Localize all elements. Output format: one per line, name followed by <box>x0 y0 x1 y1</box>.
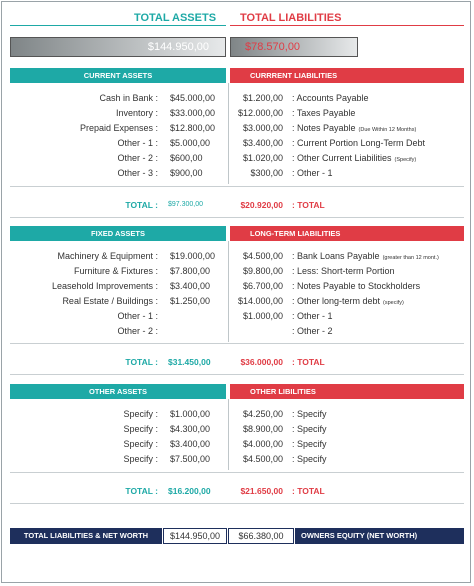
current-total-separator <box>10 186 464 187</box>
footer-right-label: OWNERS EQUITY (NET WORTH) <box>295 528 464 544</box>
other-total-bottom-line <box>10 503 464 504</box>
current-row-liability: $1.200,00 <box>242 93 283 103</box>
current-row-asset: $5.000,00 <box>170 138 211 148</box>
fixed-total-bottom-line <box>10 374 464 375</box>
footer-left-label: TOTAL LIABILITIES & NET WORTH <box>10 528 162 544</box>
other-row-desc <box>292 438 472 450</box>
other-row-desc-text: : Specify <box>292 409 327 419</box>
total-assets-value: $144.950,00 <box>147 41 209 53</box>
other-row-label: Specify : <box>123 454 158 464</box>
other-total-label-right: : TOTAL <box>292 486 325 496</box>
current-row-liability: $300,00 <box>250 168 283 178</box>
total-liabilities-box <box>230 37 358 57</box>
current-row-note: (Specify) <box>394 157 417 163</box>
other-row-desc <box>292 453 472 465</box>
fixed-row-note: (specify) <box>383 300 404 306</box>
other-row-label: Specify : <box>123 424 158 434</box>
total-liabilities-heading: TOTAL LIABILITIES <box>240 12 342 24</box>
fixed-row-liability: $6.700,00 <box>242 281 283 291</box>
fixed-row-desc <box>292 265 472 277</box>
current-row-liability: $1.020,00 <box>242 153 283 163</box>
current-total-label-left: TOTAL : <box>125 200 158 210</box>
current-row-asset: $33.000,00 <box>170 108 216 118</box>
other-row-liability: $8.900,00 <box>242 424 283 434</box>
current-row-desc-text: : Other - 1 <box>292 168 333 178</box>
fixed-assets-title: FIXED ASSETS <box>10 226 226 241</box>
fixed-liabilities-title: LONG-TERM LIABILITIES <box>230 226 464 241</box>
fixed-row-desc-text: : Other - 2 <box>292 326 333 336</box>
other-row-label: Specify : <box>123 409 158 419</box>
fixed-row-label: Real Estate / Buildings : <box>62 296 158 306</box>
other-row-asset: $7.500,00 <box>170 454 211 464</box>
total-assets-box <box>10 37 226 57</box>
fixed-row-liability: $14.000,00 <box>237 296 283 306</box>
other-row-liability: $4.500,00 <box>242 454 283 464</box>
current-row-label: Cash in Bank : <box>99 93 158 103</box>
current-row-desc <box>292 137 472 149</box>
other-row-desc-text: : Specify <box>292 439 327 449</box>
fixed-row-label: Leasehold Improvements : <box>51 281 158 291</box>
current-liabilities-title: CURRRENT LIABILITIES <box>230 68 464 83</box>
current-row-desc <box>292 152 472 166</box>
total-liabilities-value: $78.570,00 <box>245 41 301 53</box>
current-total-liabilities: $20.920,00 <box>240 200 283 210</box>
red-underline <box>230 25 464 26</box>
current-row-desc-text: : Notes Payable <box>292 123 356 133</box>
current-row-label: Other - 3 : <box>117 168 158 178</box>
fixed-row-desc-text: : Notes Payable to Stockholders <box>292 281 421 291</box>
other-liabilities-title: OTHER LIBILITIES <box>230 384 464 399</box>
other-assets-title: OTHER ASSETS <box>10 384 226 399</box>
current-total-label-right: : TOTAL <box>292 200 325 210</box>
fixed-total-separator <box>10 343 464 344</box>
other-row-liability: $4.000,00 <box>242 439 283 449</box>
current-row-liability: $12.000,00 <box>237 108 283 118</box>
other-row-label: Specify : <box>123 439 158 449</box>
current-row-liability: $3.000,00 <box>242 123 283 133</box>
fixed-row-asset: $19.000,00 <box>170 251 216 261</box>
fixed-total-liabilities: $36.000,00 <box>240 357 283 367</box>
fixed-row-desc <box>292 295 472 309</box>
fixed-row-asset: $1.250,00 <box>170 296 211 306</box>
other-row-liability: $4.250,00 <box>242 409 283 419</box>
other-row-desc-text: : Specify <box>292 454 327 464</box>
other-row-asset: $1.000,00 <box>170 409 211 419</box>
current-row-asset: $45.000,00 <box>170 93 216 103</box>
teal-underline <box>10 25 226 26</box>
other-row-desc <box>292 423 472 435</box>
other-row-desc <box>292 408 472 420</box>
fixed-row-desc-text: : Other long-term debt <box>292 296 381 306</box>
current-row-desc <box>292 107 472 119</box>
fixed-total-label-right: : TOTAL <box>292 357 325 367</box>
other-total-assets: $16.200,00 <box>168 486 211 496</box>
other-total-label-left: TOTAL : <box>125 486 158 496</box>
fixed-row-label: Other - 2 : <box>117 326 158 336</box>
current-row-desc <box>292 122 472 136</box>
current-row-liability: $3.400,00 <box>242 138 283 148</box>
current-row-label: Inventory : <box>115 108 158 118</box>
current-row-label: Prepaid Expenses : <box>79 123 158 133</box>
other-row-desc-text: : Specify <box>292 424 327 434</box>
current-row-desc <box>292 167 472 179</box>
footer-left-value: $144.950,00 <box>163 528 227 544</box>
fixed-row-desc-text: : Less: Short-term Portion <box>292 266 395 276</box>
fixed-row-label: Machinery & Equipment : <box>57 251 158 261</box>
fixed-row-desc-text: : Bank Loans Payable <box>292 251 380 261</box>
current-row-desc-text: : Accounts Payable <box>292 93 369 103</box>
fixed-row-desc <box>292 310 472 322</box>
fixed-row-label: Furniture & Fixtures : <box>73 266 158 276</box>
fixed-row-asset: $7.800,00 <box>170 266 211 276</box>
current-row-label: Other - 2 : <box>117 153 158 163</box>
total-assets-heading: TOTAL ASSETS <box>133 12 217 24</box>
fixed-row-note: (greater than 12 mont.) <box>382 255 439 261</box>
fixed-row-liability: $4.500,00 <box>242 251 283 261</box>
other-row-asset: $4.300,00 <box>170 424 211 434</box>
fixed-row-desc <box>292 280 472 292</box>
current-assets-title: CURRENT ASSETS <box>10 68 226 83</box>
fixed-row-liability: $1.000,00 <box>242 311 283 321</box>
fixed-row-desc-text: : Other - 1 <box>292 311 333 321</box>
current-row-label: Other - 1 : <box>117 138 158 148</box>
current-row-desc <box>292 92 472 104</box>
other-row-asset: $3.400,00 <box>170 439 211 449</box>
fixed-total-assets: $31.450,00 <box>168 357 211 367</box>
current-row-desc-text: : Other Current Liabilities <box>292 153 392 163</box>
current-row-note: (Due Within 12 Months) <box>358 127 417 133</box>
current-row-asset: $900,00 <box>170 168 203 178</box>
current-row-asset: $600,00 <box>170 153 203 163</box>
current-row-asset: $12.800,00 <box>170 123 216 133</box>
current-row-desc-text: : Current Portion Long-Term Debt <box>292 138 426 148</box>
other-total-separator <box>10 472 464 473</box>
fixed-total-label-left: TOTAL : <box>125 357 158 367</box>
other-total-liabilities: $21.650,00 <box>240 486 283 496</box>
footer-right-value: $66.380,00 <box>228 528 294 544</box>
current-row-desc-text: : Taxes Payable <box>292 108 356 118</box>
fixed-row-liability: $9.800,00 <box>242 266 283 276</box>
fixed-row-label: Other - 1 : <box>117 311 158 321</box>
current-total-bottom-line <box>10 217 464 218</box>
current-total-assets: $97.300,00 <box>168 201 204 208</box>
fixed-row-desc <box>292 325 472 337</box>
fixed-row-desc <box>292 250 472 264</box>
fixed-row-asset: $3.400,00 <box>170 281 211 291</box>
